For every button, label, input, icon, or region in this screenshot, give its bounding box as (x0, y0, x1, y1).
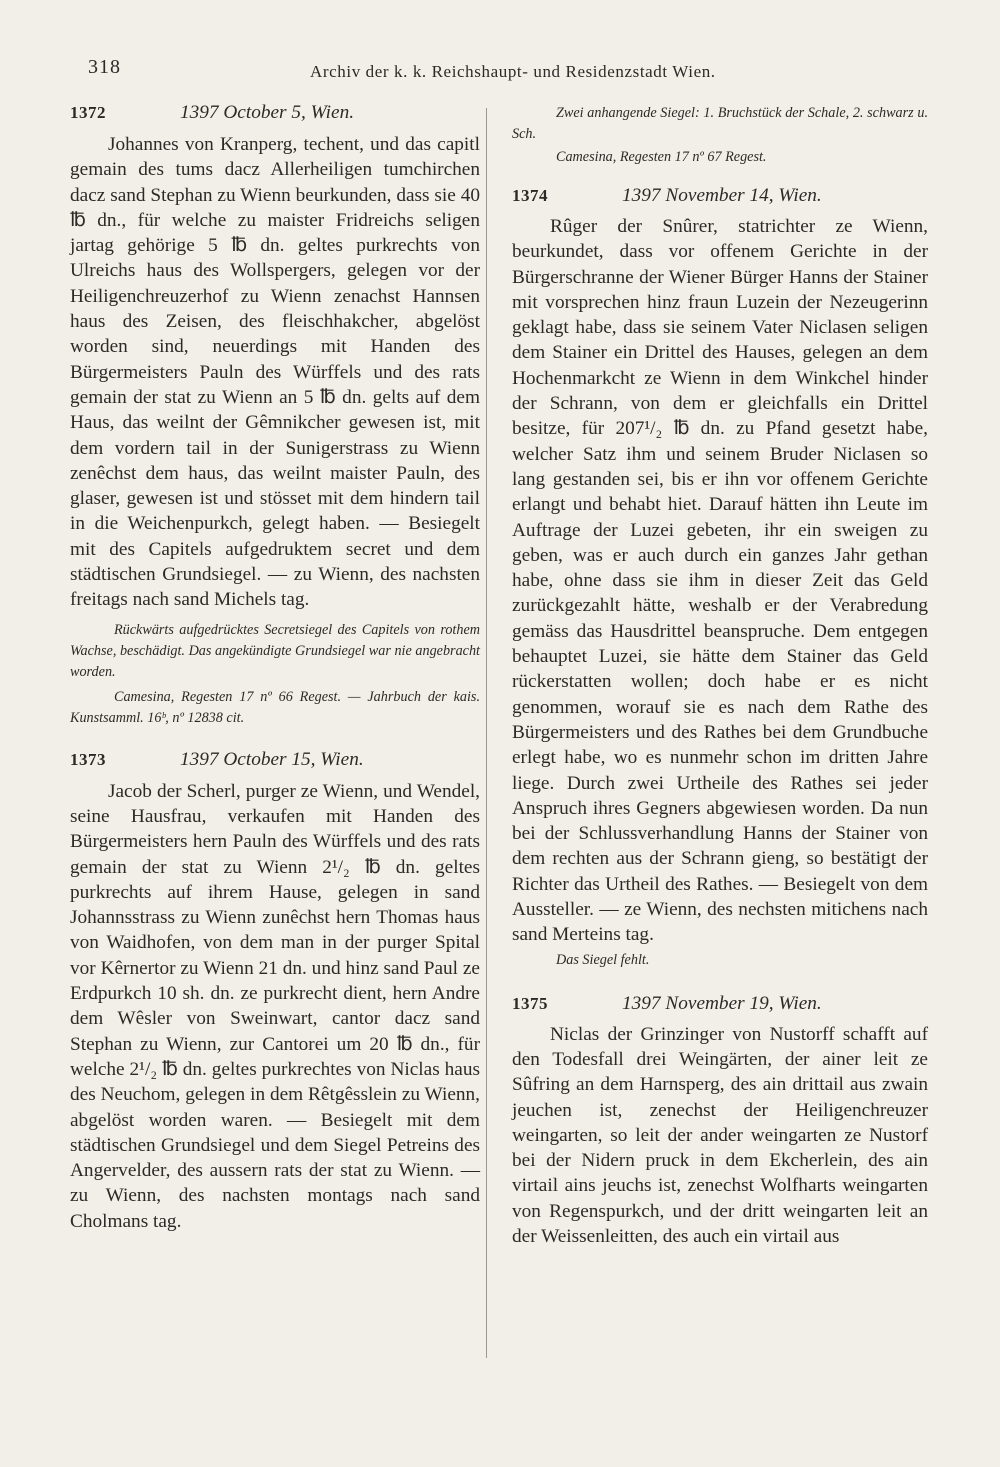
entry-number: 1375 (512, 993, 548, 1013)
note-text: Camesina, Regesten 17 nº 67 Regest. (556, 149, 767, 165)
note-text: Zwei anhangende Siegel: 1. Bruchstück der Schale, 2. schwarz u. Sch. (512, 105, 928, 142)
entry-text: Johannes von Kranperg, techent, und das capitl gemain des tums dacz Allerheiligen tumchirchen dacz sand Stephan zu Wienn beurkunden, dass sie 40 ℔ dn., für welche zu maister Fridreichs seligen jartag gehörige 5 ℔ dn. geltes purkrechts von Ulreichs haus des Wollspergers, gelegen vor der Heiligenchreuzerhof zu Wienn zenachst Hannsen haus des Zeisen, des fleischhakcher, abgelöst worden sind, neuerdings mit Handen des Bürgermeisters Pauln des Würffels und des rats gemain der stat zu Wienn an 5 ℔ dn. gelts auf dem Haus, das weilnt der Gêmnikcher gewesen ist, mit dem vordern tail in der Sunigerstrass zu Wienn zenêchst dem haus, das weilnt maister Pauln, des glaser, gewesen ist und stösset mit dem hindern tail in die Weichenpurkch, gelegt haben. — Besiegelt mit des Capitels aufgedruktem secret und dem städtischen Grundsiegel. — zu Wienn, des nachsten freitags nach sand Michels tag. (70, 134, 480, 611)
left-column (70, 100, 480, 1234)
entry-1375-text (512, 1022, 928, 1250)
entry-1374-heading (512, 183, 928, 208)
note-text: Camesina, Regesten 17 nº 66 Regest. — Jahrbuch der kais. Kunstsamml. 16ᵇ, nº 12838 cit. (70, 688, 480, 726)
entry-1372-seal-note (70, 620, 480, 683)
entry-1372-ref-note (70, 687, 480, 729)
entry-number: 1373 (70, 749, 106, 769)
entry-date: 1397 November 14, Wien. (622, 185, 822, 206)
note-text: Rückwärts aufgedrücktes Secretsiegel des Capitels von rothem Wachse, beschädigt. Das angekündigte Grundsiegel war nie angebracht worden. (70, 621, 480, 680)
entry-1373-seal-note (512, 103, 928, 145)
entry-date: 1397 October 15, Wien. (180, 748, 364, 770)
entry-number: 1374 (512, 186, 548, 205)
note-text: Das Siegel fehlt. (556, 951, 650, 968)
entry-text: Jacob der Scherl, purger ze Wienn, und Wendel, seine Hausfrau, verkaufen mit Handen des Bürgermeisters hern Pauln des Würffels und des rats gemain der stat zu Wienn 2¹/₂ ℔ dn. geltes purkrechts auf ihrem Hause, gelegen in sand Johannsstrass zu Wienn zunêchst hern Thomas haus von Waidhofen, von dem man in der purger Spital vor Kêrnertor zu Wienn 21 dn. und hinz sand Paul ze Erdpurkch 10 sh. dn. ze purkrecht dient, hern Andre dem Wêsler von Sweinwart, cantor dacz sand Stephan zu Wienn, zur Cantorei um 20 ℔ dn., für welche 2¹/₂ ℔ dn. geltes purkrechtes von Niclas haus des Neuchom, gelegen in dem Rêtgêsslein zu Wienn, abgelöst worden waren. — Besiegelt mit dem städtischen Grundsiegel und dem Siegel Petreins des Angervelder, des aussern rats der stat zu Wienn. — zu Wienn, des nachsten montags nach sand Cholmans tag. (70, 780, 480, 1232)
right-column (512, 100, 928, 1249)
entry-text: Rûger der Snûrer, statrichter ze Wienn, beurkundet, dass vor offenem Gerichte in der Bürgerschranne der Wiener Bürger Hanns der Stainer mit vorsprechen hinz fraun Luzein der Nezeugerinn geklagt habe, dass sie seinem Vater Niclasen seligen dem Stainer ein Drittel des Hauses, gelegen an dem Hochenmarkcht ze Wienn in dem Winkchel hinder der Schrann, von dem er gleichfalls ein Drittel besitze, für 207¹/₂ ℔ dn. zu Pfand gesetzt habe, welcher Satz ihm und seinem Bruder Niclasen so lang gestanden sei, bis er ihn vor offenem Gerichte erlangt und behabt hiet. Darauf hätten ihn Leute im Auftrage der Luzei gebeten, ihr ein sweigen zu geben, was er auch durch ein ganzes Jahr gethan habe, ohne dass sie ihm in dieser Zeit das Geld zurückgezahlt hätte, weshalb er der Verabredung gemäss das Hausdrittel beanspruche. Dem entgegen behauptet Luzei, sie hätte dem Stainer das Geld rückerstatten wollen; doch habe er es nicht genommen, worauf sie es nach dem Rathe des Bürgermeisters und des Rathes bei dem Grundbuche erlegt habe, wo es nunmehr schon im dritten Jahre liege. Durch zwei Urtheile des Rathes sei jeder Anspruch ihres Gegners abgewiesen worden. Da nun bei der Schlussverhandlung Hanns der Stainer von dem rechten aus der Schrann gieng, so bestätigt der Richter das Urtheil des Rathes. — Besiegelt von dem Aussteller. — ze Wienn, des nechsten mitichens nach sand Merteins tag. (512, 216, 928, 946)
entry-1373-heading (70, 747, 480, 772)
entry-date: 1397 October 5, Wien. (180, 102, 355, 123)
entry-1372-text (70, 132, 480, 613)
entry-text: Niclas der Grinzinger von Nustorff schafft auf den Todesfall drei Weingärten, der ainer leit ze Sûfring an dem Harnsperg, des ain drittail aus zwain jeuchen ist, zenechst der Heiligenchreuzer weingarten, so leit der ander weingarten ze Nustorf bei der Nidern pruck in dem Ekcherlein, des ain virtail ains jeuchs ist, zenechst Wolfharts weingarten von Regenspurkch, und der dritt weingarten leit an der Weissenleitten, des auch ein virtail aus (512, 1023, 928, 1247)
entry-1374-text (512, 214, 928, 948)
page-number: 318 (88, 56, 121, 78)
entry-1374-seal-note (512, 950, 928, 971)
entry-1375-heading (512, 991, 928, 1016)
column-divider (486, 108, 487, 1358)
entry-1372-heading (70, 100, 480, 125)
entry-1373-ref-note (512, 147, 928, 168)
running-title: Archiv der k. k. Reichshaupt- und Residenzstadt Wien. (310, 62, 716, 81)
entry-1373-text (70, 779, 480, 1234)
entry-date: 1397 November 19, Wien. (622, 992, 822, 1014)
entry-number: 1372 (70, 103, 106, 122)
